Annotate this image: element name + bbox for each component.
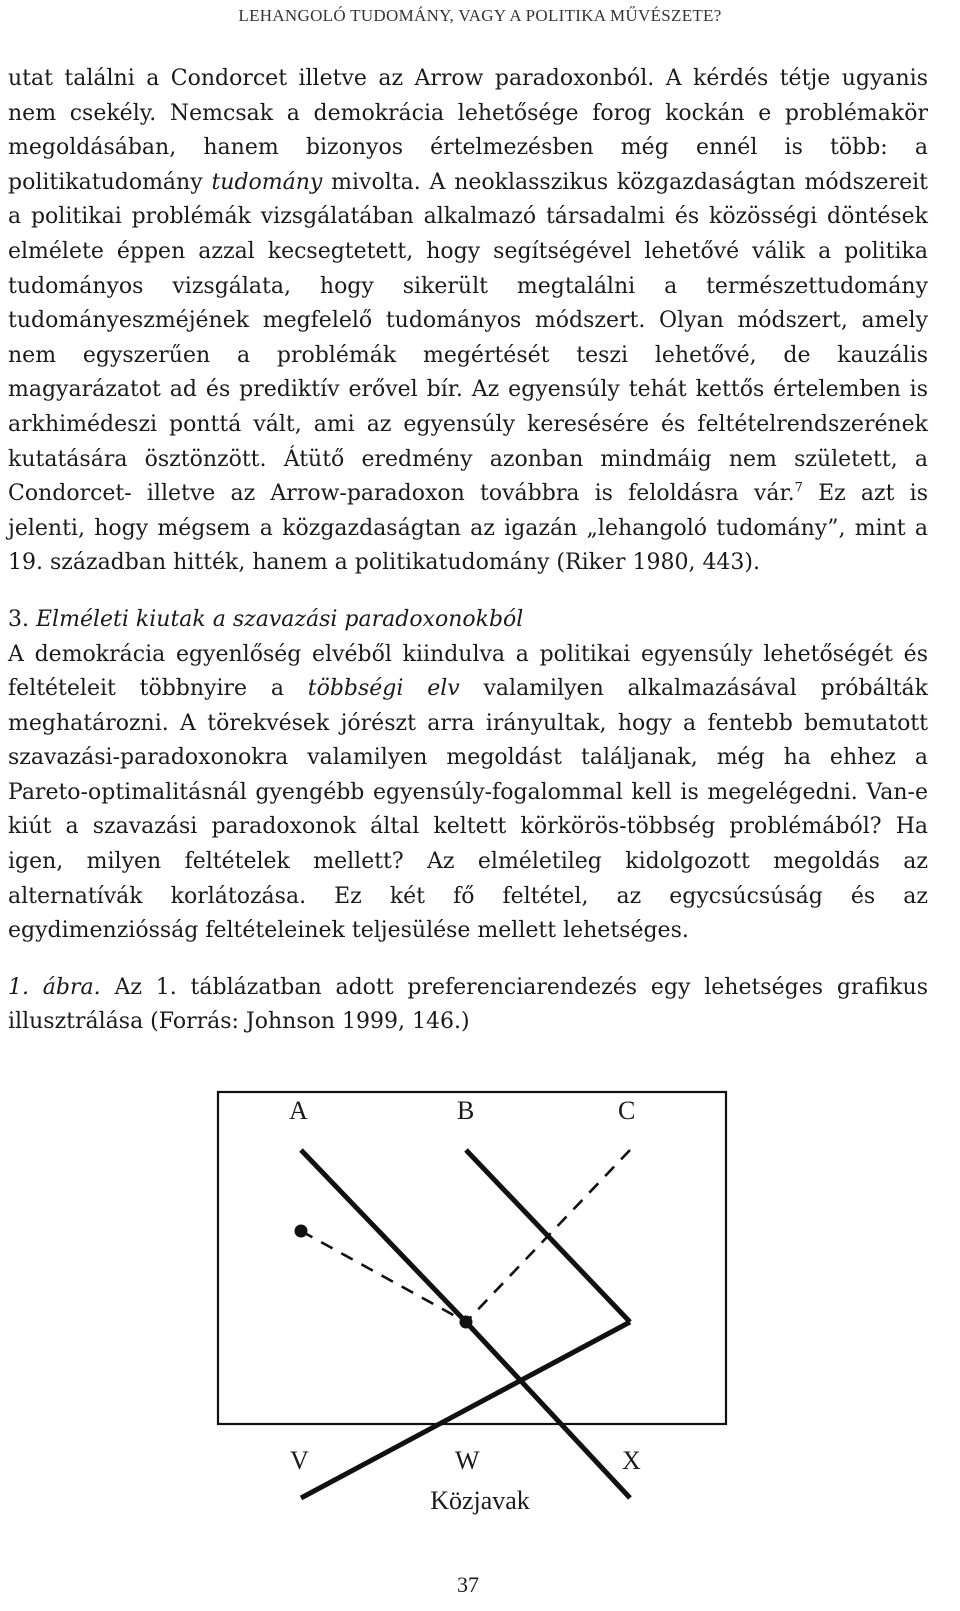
preference-line-a-2 <box>466 1322 630 1498</box>
paragraph-1-text-b: mivolta. A neoklasszikus közgazdaságtan módszereit a politikai problémák vizsgálatában alkalmazó társadalmi és közösségi döntések elmélete éppen azzal kecsegtetett, hogy segítségével lehetővé válik a politika tudományos vizsgálata, hogy sikerült megtalálni a természettudomány tudományeszméjének megfelelő tudományos módszert. Olyan módszert, amely nem egyszerűen a problémák megértését teszi lehetővé, de kauzális magyarázatot ad és prediktív erővel bír. Az egyensúly tehát kettős értelemben is arkhimédeszi ponttá vált, ami az egyensúly keresésére és feltételrendszerének kutatására ösztönzött. Átütő eredmény azonban mindmáig nem született, a Condorcet- illetve az Arrow-paradoxon továbbra is feloldásra vár. <box>8 169 928 507</box>
page-body <box>8 62 928 1040</box>
figure-caption-text: Az 1. táblázatban adott preferenciarendezés egy lehetséges grafikus illusztrálása (Forrás: Johnson 1999, 146.) <box>8 974 928 1035</box>
figure-frame <box>218 1092 726 1424</box>
paragraph-1-text-c: Ez azt is jelenti, hogy mégsem a közgazdaságtan az igazán „lehangoló tudomány”, mint a 19. században hitték, hanem a politikatudomány (Riker 1980, 443). <box>8 481 928 576</box>
figure-1 <box>0 1080 960 1520</box>
point-c-v <box>295 1225 308 1238</box>
section-title: Elméleti kiutak a szavazási paradoxonokból <box>36 606 524 632</box>
point-w-low <box>460 1316 473 1329</box>
label-c: C <box>618 1096 636 1125</box>
paragraph-2 <box>8 638 928 949</box>
paragraph-2-text-b: valamilyen alkalmazásával próbálták meghatározni. A törekvések jórészt arra irányultak, hogy a fentebb bemutatott szavazási-paradoxonokra valamilyen megoldást találjanak, még ha ehhez a Pareto-optimalitásnál gyengébb egyensúly-fogalommal kell is megelégedni. Van-e kiút a szavazási paradoxonok által keltett körkörös-többség problémából? Ha igen, milyen feltételek mellett? Az elméletileg kidolgozott megoldás az alternatívák korlátozása. Ez két fő feltétel, az egycsúcsúság és az egydimenziósság feltételeinek teljesülése mellett lehetséges. <box>8 676 928 944</box>
axis-title: Közjavak <box>430 1486 530 1515</box>
paragraph-1-emphasis: tudomány <box>211 169 323 195</box>
page-number: 37 <box>457 1572 479 1597</box>
paragraph-1-text-a: utat találni a Condorcet illetve az Arrow paradoxonból. A kérdés tétje ugyanis nem csekély. Nemcsak a demokrácia lehetősége forog kockán e problémakör megoldásában, hanem bizonyos értelmezésben még ennél is több: a politikatudomány <box>8 66 928 195</box>
label-x: X <box>622 1446 641 1475</box>
figure-caption-label: 1. ábra. <box>8 974 101 1000</box>
paragraph-2-emphasis: többségi elv <box>307 676 460 702</box>
preference-diagram <box>0 1080 960 1520</box>
section-heading <box>8 603 928 638</box>
label-b: B <box>457 1096 475 1125</box>
label-a: A <box>289 1096 308 1125</box>
paragraph-2-text-a: A demokrácia egyenlőség elvéből kiindulva a politikai egyensúly lehetőségét és feltételeit többnyire a <box>8 641 928 702</box>
preference-line-c-2 <box>301 1231 466 1322</box>
paragraph-1 <box>8 62 928 581</box>
running-head: LEHANGOLÓ TUDOMÁNY, VAGY A POLITIKA MŰVÉSZETE? <box>238 6 722 25</box>
label-w: W <box>455 1446 480 1475</box>
section-number: 3. <box>8 606 29 632</box>
footnote-marker[interactable]: 7 <box>794 480 803 496</box>
figure-caption <box>8 971 928 1040</box>
preference-line-a-1 <box>301 1150 466 1322</box>
label-v: V <box>290 1446 309 1475</box>
